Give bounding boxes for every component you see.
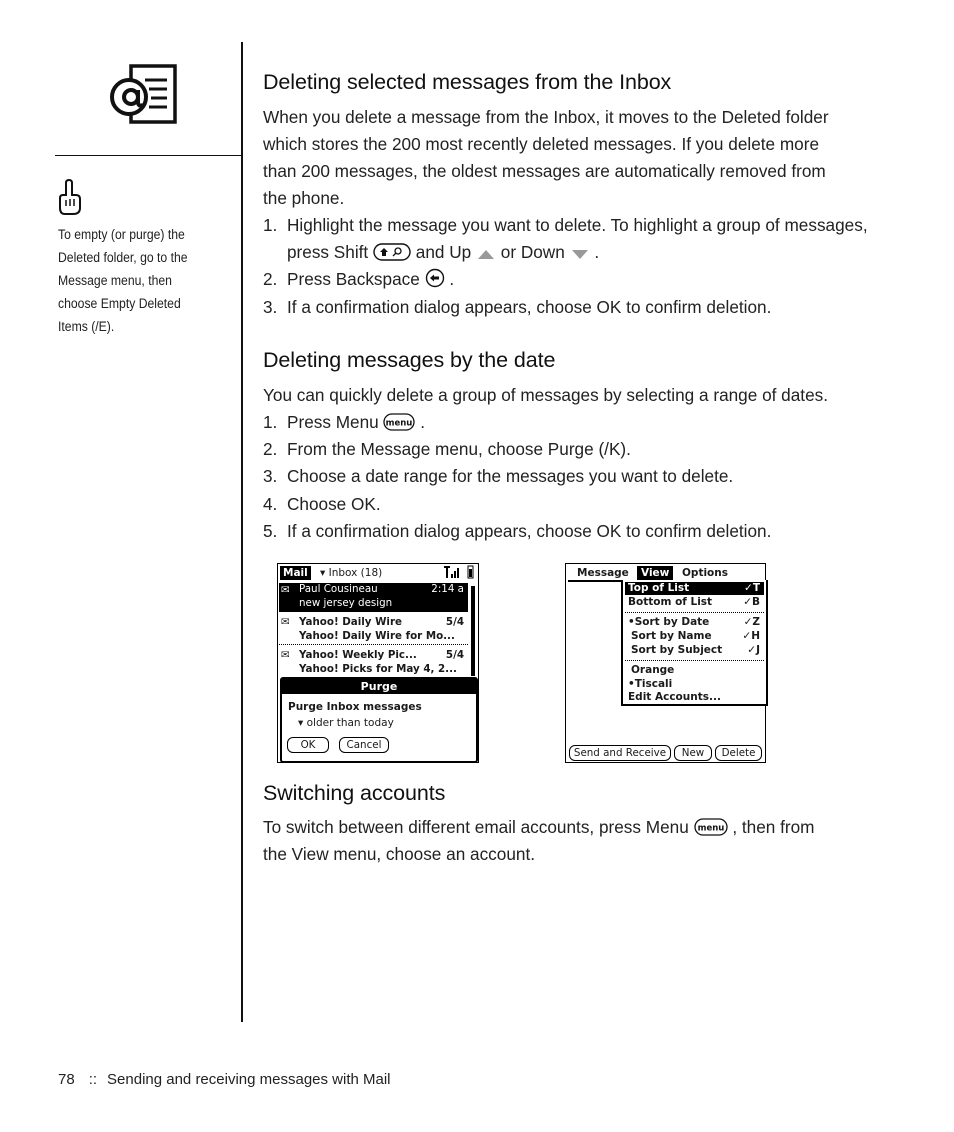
step-text: or Down xyxy=(500,242,565,263)
step-text: Highlight the message you want to delete. To highlight a group of messages, xyxy=(287,215,868,235)
step-text: If a confirmation dialog appears, choose OK to confirm deletion. xyxy=(287,520,772,541)
list-item xyxy=(263,463,903,490)
menu-item-label: Sort by Name xyxy=(631,630,712,642)
pointing-hand-icon xyxy=(57,178,83,216)
menu-item-bottom-of-list[interactable] xyxy=(625,596,764,609)
down-arrow-icon xyxy=(570,247,590,261)
menu-item-sort-by-subject[interactable] xyxy=(625,644,764,657)
step-text: . xyxy=(420,412,426,432)
section2-heading: Deleting messages by the date xyxy=(263,348,556,372)
vertical-rule xyxy=(241,42,243,1022)
menu-item-label: Bottom of List xyxy=(628,596,713,608)
menu-item-label: •Sort by Date xyxy=(628,616,710,628)
send-receive-button[interactable]: Send and Receive xyxy=(569,745,671,761)
menu-options[interactable]: Options xyxy=(682,567,728,579)
scrollbar[interactable] xyxy=(471,586,475,676)
menu-item-edit-accounts[interactable] xyxy=(625,691,764,704)
section3-heading: Switching accounts xyxy=(263,781,446,805)
step-number: 3. xyxy=(263,296,278,317)
menu-message[interactable]: Message xyxy=(577,567,629,579)
subject: Yahoo! Picks for May 4, 2... xyxy=(299,663,457,675)
mail-icon: ✉ xyxy=(281,649,290,661)
dialog-label: Purge Inbox messages xyxy=(288,701,422,713)
backspace-key-icon xyxy=(425,268,445,288)
sender: Yahoo! Weekly Pic... xyxy=(299,649,417,661)
msg-date: 5/4 xyxy=(445,649,464,661)
step-text: From the Message menu, choose Purge (/K). xyxy=(287,439,631,460)
divider xyxy=(625,612,764,613)
step-text: . xyxy=(594,242,600,263)
intro-line: When you delete a message from the Inbox, it moves to the Deleted folder xyxy=(263,107,829,127)
mail-icon: ✉ xyxy=(281,616,290,628)
shortcut: ✓B xyxy=(743,596,760,608)
shortcut: ✓T xyxy=(744,582,760,594)
list-item xyxy=(263,266,903,293)
intro-line: the phone. xyxy=(263,188,345,208)
list-item xyxy=(263,409,903,436)
menu-item-sort-by-date[interactable] xyxy=(625,616,764,629)
section1-heading: Deleting selected messages from the Inbox xyxy=(263,70,672,94)
shortcut: ✓H xyxy=(742,630,760,642)
subject: Yahoo! Daily Wire for Mo... xyxy=(299,630,455,642)
list-item xyxy=(263,212,903,266)
msg-date: 2:14 a xyxy=(431,583,464,595)
menu-item-top-of-list[interactable] xyxy=(625,582,764,595)
tip-line: Deleted folder, go to the xyxy=(58,250,188,266)
menu-view[interactable]: View xyxy=(637,566,673,580)
step-text: and Up xyxy=(415,242,472,263)
step-text: If a confirmation dialog appears, choose OK to confirm deletion. xyxy=(287,296,772,317)
view-dropdown xyxy=(621,580,768,706)
step-text: Choose OK. xyxy=(287,493,381,514)
page-number: 78 xyxy=(58,1071,75,1088)
menu-key-icon xyxy=(383,413,415,431)
tip-line: To empty (or purge) the xyxy=(58,227,185,243)
list-item[interactable] xyxy=(279,583,468,612)
intro-line: which stores the 200 most recently deleted messages. If you delete more xyxy=(263,134,820,154)
up-arrow-icon xyxy=(476,247,496,261)
menu-item-label: Edit Accounts... xyxy=(628,691,721,703)
list-item[interactable] xyxy=(279,616,468,645)
step-number: 4. xyxy=(263,493,278,514)
step-number: 3. xyxy=(263,466,278,487)
purge-screenshot xyxy=(277,563,479,763)
menu-key-icon xyxy=(694,818,728,836)
tip-text xyxy=(58,224,209,339)
dialog-title: Purge xyxy=(282,679,476,694)
step-text: press Shift xyxy=(287,242,369,263)
step-number: 1. xyxy=(263,215,278,235)
menu-item-label: Top of List xyxy=(628,582,690,594)
section2-intro: You can quickly delete a group of messages by selecting a range of dates. xyxy=(263,385,829,405)
menu-item-label: Sort by Subject xyxy=(631,644,723,656)
section1-steps xyxy=(263,212,903,321)
step-text: Choose a date range for the messages you want to delete. xyxy=(287,466,734,487)
menu-item-tiscali[interactable] xyxy=(625,678,764,691)
ok-button[interactable]: OK xyxy=(287,737,329,753)
tip-line: Message menu, then xyxy=(58,273,172,289)
menu-item-label: •Tiscali xyxy=(628,678,673,690)
list-item xyxy=(263,491,903,518)
msg-date: 5/4 xyxy=(445,616,464,628)
sender: Yahoo! Daily Wire xyxy=(299,616,403,628)
section3-text xyxy=(263,814,903,868)
footer-separator: :: xyxy=(88,1071,98,1088)
sender: Paul Cousineau xyxy=(299,583,378,595)
step-text: . xyxy=(449,269,455,290)
body-text: the View menu, choose an account. xyxy=(263,844,535,864)
list-item xyxy=(263,518,903,545)
folder-picker[interactable]: ▾ Inbox (18) xyxy=(320,567,383,579)
mail-at-document-icon xyxy=(109,64,179,126)
app-title[interactable]: Mail xyxy=(280,566,311,580)
purge-dialog xyxy=(280,677,478,763)
shortcut: ✓Z xyxy=(743,616,760,628)
delete-button[interactable]: Delete xyxy=(715,745,762,761)
sidebar-rule xyxy=(55,155,242,156)
shift-key-icon xyxy=(373,243,411,261)
section1-intro xyxy=(263,104,893,212)
date-range-picker[interactable]: ▾ older than today xyxy=(298,717,394,729)
step-number: 2. xyxy=(263,439,278,460)
step-number: 1. xyxy=(263,412,278,432)
menu-item-label: Orange xyxy=(631,664,675,676)
step-number: 2. xyxy=(263,269,278,290)
cancel-button[interactable]: Cancel xyxy=(339,737,389,753)
menu-item-sort-by-name[interactable] xyxy=(625,630,764,643)
svg-text:menu: menu xyxy=(386,418,413,429)
subject: new jersey design xyxy=(299,597,393,609)
body-text: To switch between different email accounts, press Menu xyxy=(263,817,689,837)
svg-text:menu: menu xyxy=(697,823,724,834)
list-item[interactable] xyxy=(279,649,468,677)
menu-item-orange[interactable] xyxy=(625,664,764,677)
shortcut: ✓J xyxy=(747,644,760,656)
intro-line: than 200 messages, the oldest messages are automatically removed from xyxy=(263,161,826,181)
new-button[interactable]: New xyxy=(674,745,712,761)
section2-steps xyxy=(263,409,903,545)
chapter-title: Sending and receiving messages with Mail xyxy=(107,1071,391,1088)
signal-battery-icon xyxy=(444,565,474,580)
step-text: Press Backspace xyxy=(287,269,420,290)
view-menu-screenshot xyxy=(565,563,766,763)
tip-line: Items (/E). xyxy=(58,319,115,335)
page-footer xyxy=(58,1071,391,1088)
list-item xyxy=(263,294,903,321)
body-text: , then from xyxy=(732,817,815,837)
tip-line: choose Empty Deleted xyxy=(58,296,181,312)
step-number: 5. xyxy=(263,520,278,541)
divider xyxy=(625,660,764,661)
list-item xyxy=(263,436,903,463)
read-mail-icon: ✉ xyxy=(281,584,290,596)
step-text: Press Menu xyxy=(287,412,379,432)
